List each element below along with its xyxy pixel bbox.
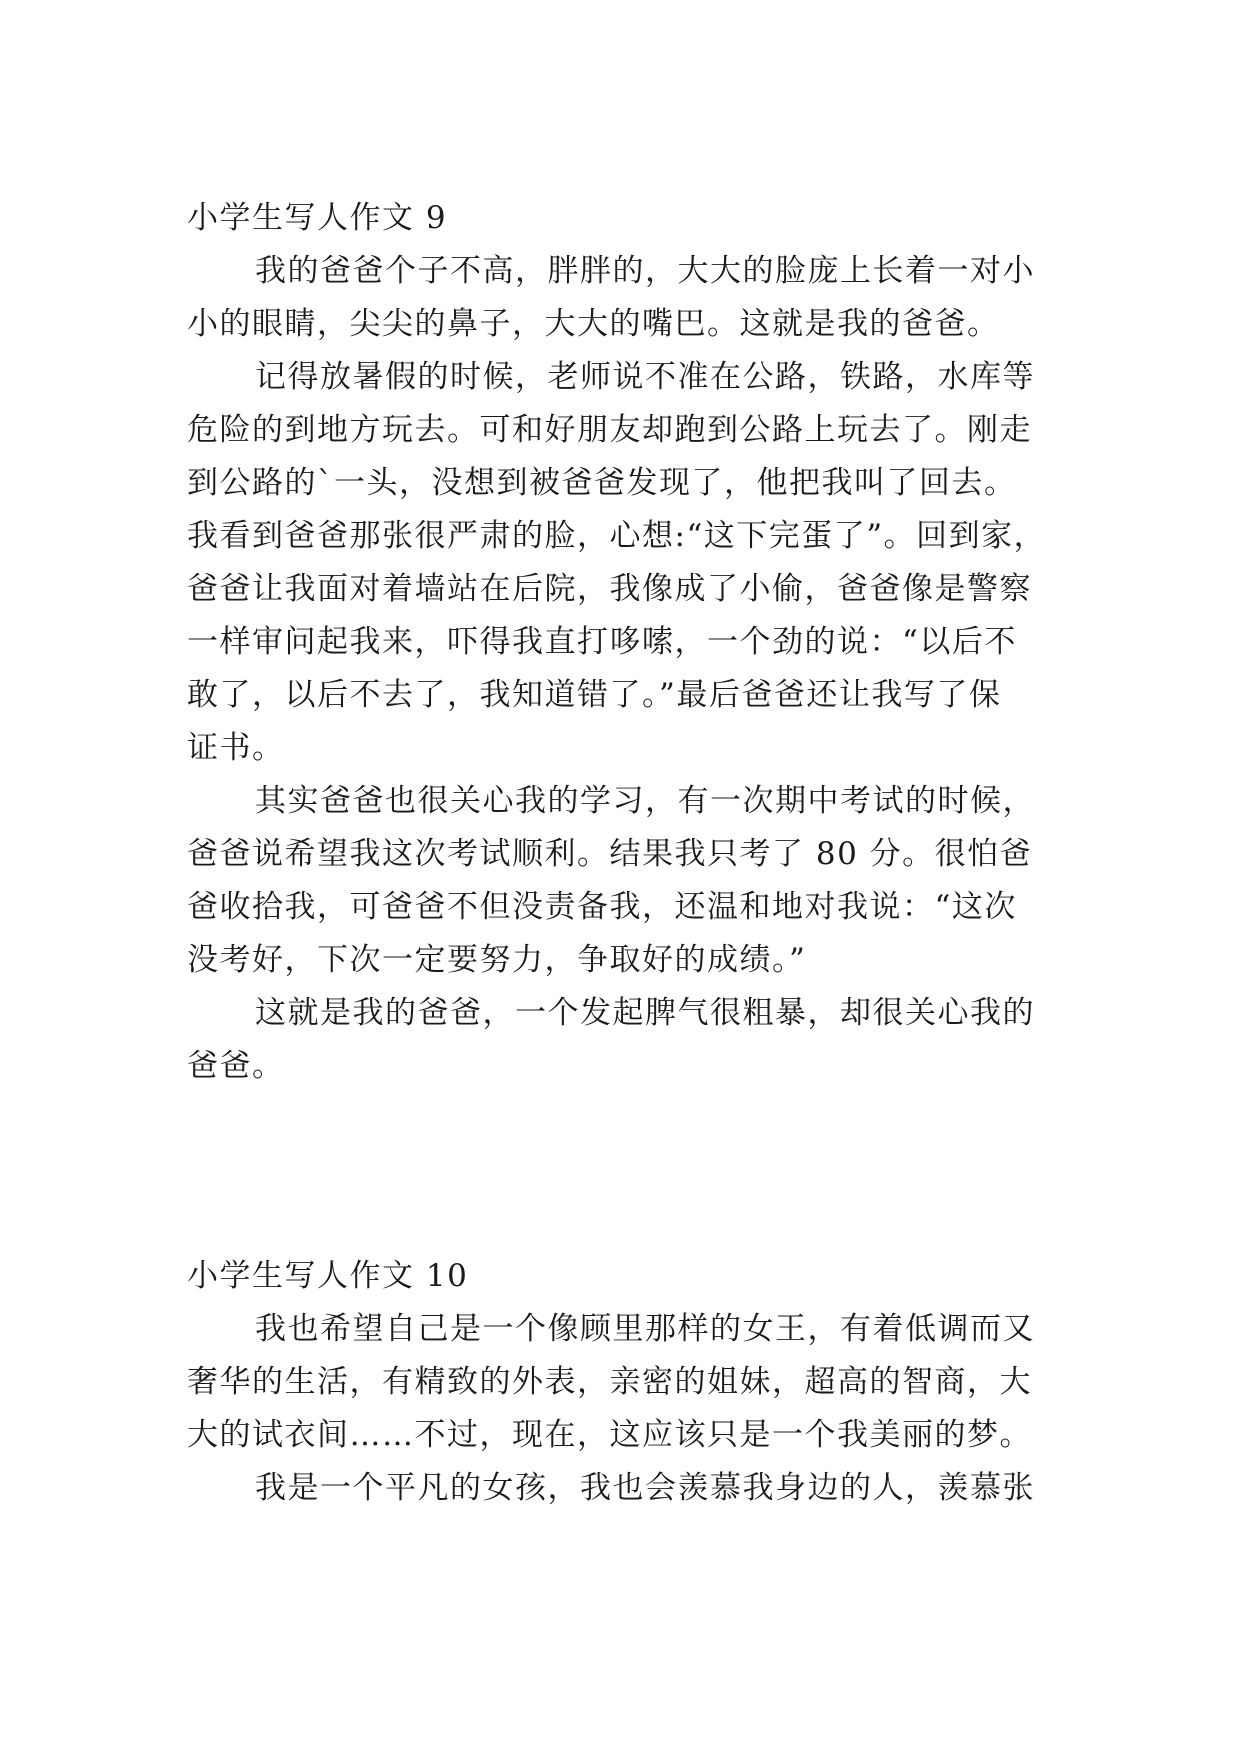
paragraph-line: 记得放暑假的时候，老师说不准在公路，铁路，水库等 — [255, 359, 1035, 395]
paragraph-line: 一样审问起我来，吓得我直打哆嗦，一个劲的说：“以后不 — [187, 624, 1017, 660]
paragraph-line: 其实爸爸也很关心我的学习，有一次期中考试的时候， — [255, 783, 1035, 819]
paragraph-line: 我也希望自己是一个像顾里那样的女王，有着低调而又 — [255, 1311, 1035, 1347]
paragraph-line: 危险的到地方玩去。可和好朋友却跑到公路上玩去了。刚走 — [187, 412, 1032, 448]
paragraph-line: 敢了，以后不去了，我知道错了。”最后爸爸还让我写了保 — [187, 677, 1002, 713]
paragraph-line: 爸爸让我面对着墙站在后院，我像成了小偷，爸爸像是警察 — [187, 571, 1032, 607]
paragraph-line: 小的眼睛，尖尖的鼻子，大大的嘴巴。这就是我的爸爸。 — [187, 306, 1000, 342]
paragraph-line: 到公路的`一头，没想到被爸爸发现了，他把我叫了回去。 — [187, 465, 1017, 501]
paragraph-line: 爸收拾我，可爸爸不但没责备我，还温和地对我说：“这次 — [187, 889, 1017, 925]
paragraph-line: 我的爸爸个子不高，胖胖的，大大的脸庞上长着一对小 — [255, 253, 1035, 289]
paragraph-line: 我是一个平凡的女孩，我也会羡慕我身边的人，羡慕张 — [255, 1470, 1035, 1506]
paragraph-line: 证书。 — [187, 730, 285, 766]
paragraph-line: 大的试衣间……不过，现在，这应该只是一个我美丽的梦。 — [187, 1417, 1032, 1453]
paragraph-line: 爸爸。 — [187, 1048, 285, 1084]
paragraph-line: 我看到爸爸那张很严肃的脸，心想:“这下完蛋了”。回到家， — [187, 518, 1047, 554]
paragraph-line: 奢华的生活，有精致的外表，亲密的姐妹，超高的智商，大 — [187, 1364, 1032, 1400]
paragraph-line: 这就是我的爸爸，一个发起脾气很粗暴，却很关心我的 — [255, 995, 1035, 1031]
paragraph-line: 爸爸说希望我这次考试顺利。结果我只考了 80 分。很怕爸 — [187, 836, 1033, 872]
section-title: 小学生写人作文 10 — [187, 1258, 469, 1294]
paragraph-line: 没考好，下次一定要努力，争取好的成绩。” — [187, 942, 807, 978]
section-title: 小学生写人作文 9 — [187, 200, 448, 236]
